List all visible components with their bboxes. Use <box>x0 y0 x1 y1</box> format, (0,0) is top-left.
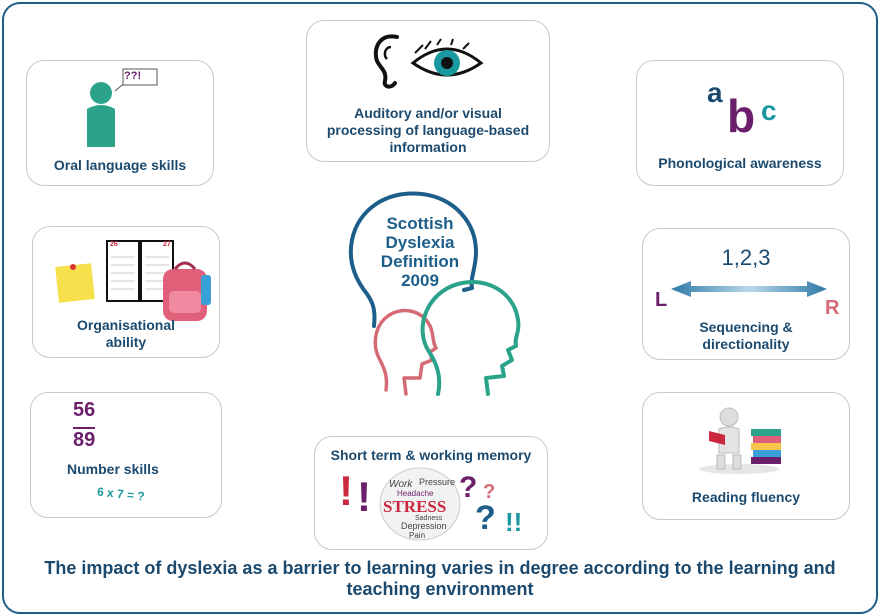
diary-page-left: 26 <box>110 241 118 248</box>
number-skills-card <box>30 392 222 518</box>
reading-person-icon <box>695 401 785 475</box>
question-mark-2: ? <box>483 481 496 503</box>
memory-card <box>314 436 548 550</box>
backpack-icon <box>157 261 213 325</box>
eye-icon <box>411 41 485 85</box>
left-letter: L <box>655 289 668 311</box>
auditory-visual-label: Auditory and/or visual processing of language-based information <box>326 105 530 155</box>
word-sadness: Sadness <box>415 515 443 522</box>
center-line-4: 2009 <box>401 271 439 290</box>
center-line-3: Definition <box>380 252 460 271</box>
sequencing-card <box>642 228 850 360</box>
sticky-note-icon <box>55 261 97 305</box>
word-depression: Depression <box>401 521 447 531</box>
auditory-visual-card <box>306 20 550 162</box>
question-mark-3: ? <box>475 499 496 537</box>
phonological-label: Phonological awareness <box>658 155 822 171</box>
letter-a: a <box>707 77 723 108</box>
word-work: Work <box>389 479 413 490</box>
reading-fluency-label: Reading fluency <box>691 489 801 505</box>
question-mark-1: ? <box>459 471 478 504</box>
reading-fluency-card <box>642 392 850 520</box>
word-pressure: Pressure <box>419 477 456 487</box>
center-title <box>360 214 480 290</box>
number-bottom: 89 <box>73 429 96 451</box>
sequencing-label: Sequencing & directionality <box>699 319 793 352</box>
organisational-card <box>32 226 220 358</box>
exclaim-mark-1: ! <box>339 467 353 514</box>
ear-icon <box>369 29 409 89</box>
sequence-numbers: 1,2,3 <box>721 245 771 270</box>
footer-statement: The impact of dyslexia as a barrier to learning varies in degree according to the learning and teaching environment <box>44 558 836 599</box>
center-line-2: Dyslexia <box>385 233 455 252</box>
equation-text: 6 x 7 = ? <box>96 484 146 504</box>
exclaim-mark-2: ! <box>357 473 371 520</box>
exclaim-mark-3: !! <box>505 507 523 537</box>
oral-language-label: Oral language skills <box>53 157 187 173</box>
organisational-label: Organisational ability <box>76 317 176 350</box>
diary-page-right: 27 <box>163 241 171 248</box>
oral-language-card <box>26 60 214 186</box>
number-skills-label: Number skills <box>67 461 159 477</box>
memory-label: Short term & working memory <box>330 447 532 463</box>
word-headache: Headache <box>397 489 434 498</box>
center-line-1: Scottish <box>386 214 454 233</box>
letter-b: b <box>727 90 756 142</box>
phonological-card <box>636 60 844 186</box>
word-stress: STRESS <box>383 497 447 516</box>
number-top: 56 <box>73 399 96 421</box>
right-letter: R <box>825 297 840 319</box>
speech-bubble-text: ??! <box>124 70 142 82</box>
word-pain: Pain <box>409 531 426 540</box>
letter-c: c <box>761 95 777 126</box>
double-arrow-icon <box>669 279 829 299</box>
